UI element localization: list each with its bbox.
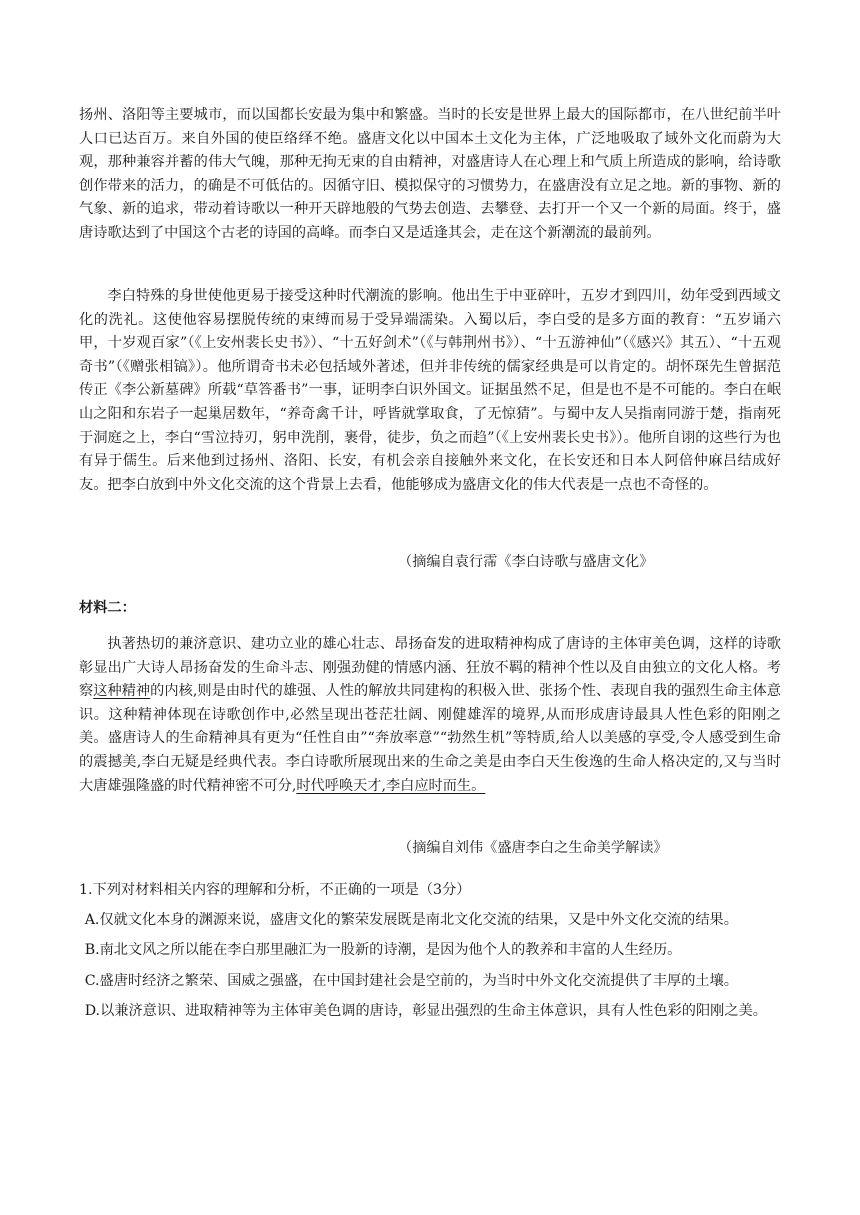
question-1-option-d: D.以兼济意识、进取精神等为主体审美色调的唐诗，彰显出强烈的生命主体意识，具有人性色彩的阳刚之美。 xyxy=(84,1003,767,1020)
material2-source: （摘编自刘伟《盛唐李白之生命美学解读》 xyxy=(398,840,668,856)
material1-source: （摘编自袁行霈《李白诗歌与盛唐文化》 xyxy=(398,554,654,570)
material2-heading: 材料二： xyxy=(79,600,136,616)
question-1-option-b: B.南北文风之所以能在李白那里融汇为一股新的诗潮，是因为他个人的教养和丰富的人生经历。 xyxy=(84,942,682,959)
question-1-title: 1.下列对材料相关内容的理解和分析，不正确的一项是（3分） xyxy=(79,882,471,898)
material1-paragraph-1: 扬州、洛阳等主要城市，而以国都长安最为集中和繁盛。当时的长安是世界上最大的国际都市，在八世纪前半叶人口已达百万。来自外国的使臣络绎不绝。盛唐文化以中国本土文化为主体，广泛地吸取了域外文化而蔚为大观，那种兼容并蓄的伟大气魄，那种无拘无束的自由精神，对盛唐诗人在心理上和气质上所造成的影响，给诗歌创作带来的活力，的确是不可低估的。因循守旧、模拟保守的习惯势力，在盛唐没有立足之地。新的事物、新的气象、新的追求，带动着诗歌以一种开天辟地般的气势去创造、去攀登、去打开一个又一个新的局面。终于，盛唐诗歌达到了中国这个古老的诗国的高峰。而李白又是适逢其会，走在这个新潮流的最前列。 xyxy=(79,107,781,241)
underlined-phrase-genius: 时代呼唤天才,李白应时而生。 xyxy=(296,777,486,794)
material2-text-b: 的内核,则是由时代的雄强、人性的解放共同建构的积极入世、张扬个性、表现自我的强烈生命主体意识。这种精神体现在诗歌创作中,必然呈现出苍茫壮阔、刚健雄浑的境界,从而形成唐诗最具人性色彩的阳刚之美。盛唐诗人的生命精神具有更为“任性自由”“奔放率意”“勃然生机”等特质,给人以美感的享受,令人感受到生命的震撼美,李白无疑是经典代表。李白诗歌所展现出来的生命之美是由李白天生俊逸的生命人格决定的,又与当时大唐雄强隆盛的时代精神密不可分, xyxy=(79,683,781,794)
underlined-phrase-spirit: 这种精神 xyxy=(93,683,151,700)
material2-paragraph xyxy=(79,633,781,798)
question-1-option-c: C.盛唐时经济之繁荣、国威之强盛，在中国封建社会是空前的，为当时中外文化交流提供了丰厚的土壤。 xyxy=(84,972,738,989)
question-1 xyxy=(79,879,791,1031)
question-1-option-a: A.仅就文化本身的渊源来说，盛唐文化的繁荣发展既是南北文化交流的结果，又是中外文化交流的结果。 xyxy=(84,911,738,928)
material1-paragraph-2: 李白特殊的身世使他更易于接受这种时代潮流的影响。他出生于中亚碎叶，五岁才到四川，幼年受到西域文化的洗礼。这使他容易摆脱传统的束缚而易于受异端濡染。入蜀以后，李白受的是多方面的教育：“五岁诵六甲，十岁观百家”（《上安州裴长史书》）、“十五好剑术”（《与韩荆州书》）、“十五游神仙”（《感兴》其五）、“十五观奇书”（《赠张相镐》）。他所谓奇书未必包括域外著述，但并非传统的儒家经典是可以肯定的。胡怀琛先生曾据范传正《李公新墓碑》所载“草答番书”一事，证明李白识外国文。证据虽然不足，但是也不是不可能的。李白在岷山之阳和东岩子一起巢居数年，“养奇禽千计，呼皆就掌取食，了无惊猜”。与蜀中友人吴指南同游于楚，指南死于洞庭之上，李白“雪泣持刃，躬申洗削，裹骨，徒步，负之而趋”（《上安州裴长史书》）。他所自诩的这些行为也有异于儒生。后来他到过扬州、洛阳、长安，有机会亲自接触外来文化，在长安还和日本人阿倍仲麻吕结成好友。把李白放到中外文化交流的这个背景上去看，他能够成为盛唐文化的伟大代表是一点也不奇怪的。 xyxy=(79,288,781,493)
material2-text-a: 执著热切的兼济意识、建功立业的雄心壮志、昂扬奋发的进取精神构成了唐诗的主体审美色调，这样的诗歌彰显出广大诗人昂扬奋发的生命斗志、刚强劲健的情感内涵、狂放不羁的精神个性以及自由独立的文化人格。考察 xyxy=(79,636,781,700)
